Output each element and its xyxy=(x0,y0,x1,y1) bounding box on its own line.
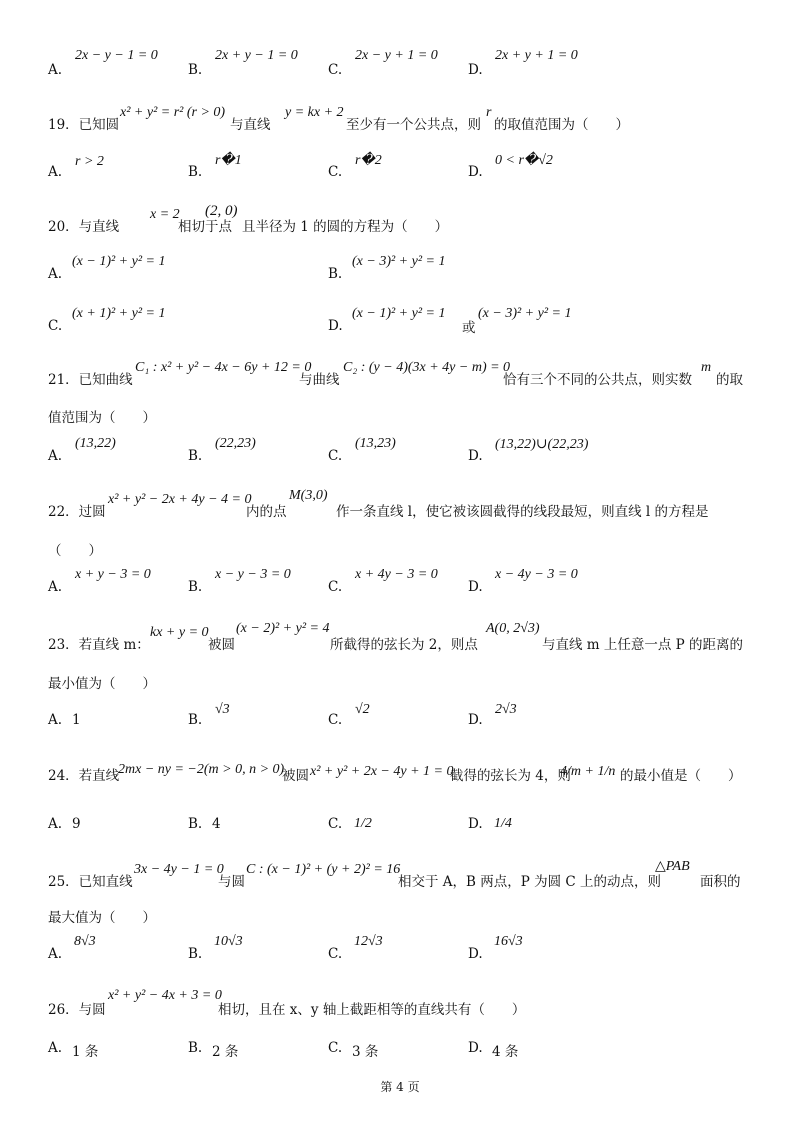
option-text: 2x + y − 1 = 0 xyxy=(215,48,298,63)
stem-text: 面积的 xyxy=(700,874,741,890)
option-label: A. xyxy=(48,1040,63,1056)
stem-text: 内的点 xyxy=(246,504,287,520)
stem-text: 与直线 xyxy=(230,117,271,133)
stem-text: 20．与直线 xyxy=(48,219,120,235)
option-text: (x − 1)² + y² = 1 xyxy=(72,254,166,269)
stem-text: 26．与圆 xyxy=(48,1002,106,1018)
q19-options xyxy=(0,152,800,182)
q26-options xyxy=(0,1036,800,1066)
stem-text: 截得的弦长为 4，则 xyxy=(450,768,571,784)
q22-stem-cont xyxy=(0,537,800,567)
q21-stem xyxy=(0,358,800,388)
option-text: x − 4y − 3 = 0 xyxy=(495,567,578,582)
q24-options xyxy=(0,808,800,838)
stem-text: 值范围为（ ） xyxy=(48,410,156,426)
option-text: 2√3 xyxy=(495,702,517,717)
option-label: A. xyxy=(48,946,63,962)
option-label: A. xyxy=(48,816,63,832)
q25-options xyxy=(0,934,800,964)
option-text: 1/4 xyxy=(494,816,512,831)
option-label: D. xyxy=(468,712,483,728)
option-text: 1/2 xyxy=(354,816,372,831)
option-text: 0 < r�√2 xyxy=(495,153,553,168)
option-label: B. xyxy=(188,164,203,180)
option-label: B. xyxy=(328,266,343,282)
option-text: 2x + y + 1 = 0 xyxy=(495,48,578,63)
option-text: 2x − y − 1 = 0 xyxy=(75,48,158,63)
option-label: C. xyxy=(328,946,343,962)
stem-math: 2mx − ny = −2(m > 0, n > 0) xyxy=(118,762,285,777)
option-text: 9 xyxy=(72,816,81,832)
option-label: C. xyxy=(328,579,343,595)
option-text: x + 4y − 3 = 0 xyxy=(355,567,438,582)
stem-text: 恰有三个不同的公共点，则实数 xyxy=(503,372,692,388)
stem-math: 4/m + 1/n xyxy=(560,764,616,779)
option-text: √3 xyxy=(215,702,230,717)
option-text: (13,22) xyxy=(75,436,116,451)
q23-stem-cont xyxy=(0,670,800,700)
option-text: r > 2 xyxy=(75,154,104,169)
option-text: 2x − y + 1 = 0 xyxy=(355,48,438,63)
option-text: 4 xyxy=(212,816,221,832)
stem-text: 19．已知圆 xyxy=(48,117,120,133)
option-label: C. xyxy=(328,164,343,180)
option-text: (x − 3)² + y² = 1 xyxy=(352,254,446,269)
stem-text: 24．若直线 xyxy=(48,768,120,784)
option-label: B. xyxy=(188,579,203,595)
stem-text: 25．已知直线 xyxy=(48,874,133,890)
stem-text: 相切，且在 x、y 轴上截距相等的直线共有（ ） xyxy=(218,1002,526,1018)
stem-math: m xyxy=(701,360,712,375)
stem-math: C : (x − 1)² + (y + 2)² = 16 xyxy=(246,862,401,877)
stem-text: 22．过圆 xyxy=(48,504,106,520)
q23-stem xyxy=(0,623,800,653)
stem-text: 所截得的弦长为 2，则点 xyxy=(330,637,478,653)
option-label: D. xyxy=(468,1040,483,1056)
stem-text: 与圆 xyxy=(218,874,245,890)
stem-math: (2, 0) xyxy=(205,203,238,219)
option-text: (13,22)∪(22,23) xyxy=(495,437,589,452)
option-label: C. xyxy=(328,1040,343,1056)
option-label: B. xyxy=(188,448,203,464)
option-label: D. xyxy=(328,318,343,334)
option-label: A. xyxy=(48,62,63,78)
option-label: C. xyxy=(328,816,343,832)
stem-text: 的最小值是（ ） xyxy=(620,768,742,784)
option-label: B. xyxy=(188,816,203,832)
option-text: 12√3 xyxy=(354,934,383,949)
option-text: r�2 xyxy=(355,153,382,168)
q21-options xyxy=(0,436,800,466)
q25-stem-cont xyxy=(0,904,800,934)
stem-text: 与曲线 xyxy=(299,372,340,388)
stem-math: y = kx + 2 xyxy=(285,105,344,120)
option-text: 10√3 xyxy=(214,934,243,949)
stem-math: x² + y² − 2x + 4y − 4 = 0 xyxy=(108,492,252,507)
stem-text: 且半径为 1 的圆的方程为（ ） xyxy=(242,219,449,235)
stem-math: x = 2 xyxy=(150,207,180,222)
option-label: A. xyxy=(48,448,63,464)
option-label: D. xyxy=(468,164,483,180)
option-text: (13,23) xyxy=(355,436,396,451)
q18-options xyxy=(0,48,800,78)
option-text: 4 条 xyxy=(492,1044,519,1060)
option-label: D. xyxy=(468,448,483,464)
stem-text: 最小值为（ ） xyxy=(48,676,156,692)
stem-text: 作一条直线 l，使它被该圆截得的线段最短，则直线 l 的方程是 xyxy=(336,504,709,520)
stem-math: kx + y = 0 xyxy=(150,625,209,640)
option-text: 3 条 xyxy=(352,1044,379,1060)
stem-math: x² + y² = r² (r > 0) xyxy=(120,105,226,120)
option-text: √2 xyxy=(355,702,370,717)
option-text: 1 条 xyxy=(72,1044,99,1060)
stem-math: △PAB xyxy=(655,859,690,874)
option-text: (x − 3)² + y² = 1 xyxy=(478,306,572,321)
page-footer: 第 4 页 xyxy=(380,1080,420,1094)
option-label: A. xyxy=(48,579,63,595)
stem-text: 相切于点 xyxy=(178,219,232,235)
option-text: (x − 1)² + y² = 1 xyxy=(352,306,446,321)
q20-options-row2 xyxy=(0,306,800,336)
stem-text: （ ） xyxy=(48,543,102,559)
stem-math: C₂ : (y − 4)(3x + 4y − m) = 0 xyxy=(343,360,511,375)
option-label: A. xyxy=(48,164,63,180)
stem-math: C₁ : x² + y² − 4x − 6y + 12 = 0 xyxy=(135,360,312,375)
stem-text: 相交于 A，B 两点，P 为圆 C 上的动点，则 xyxy=(398,874,662,890)
stem-math: x² + y² + 2x − 4y + 1 = 0 xyxy=(310,764,454,779)
stem-text: 最大值为（ ） xyxy=(48,910,156,926)
q26-stem xyxy=(0,988,800,1018)
option-text: (x + 1)² + y² = 1 xyxy=(72,306,166,321)
stem-text: 的取 xyxy=(716,372,743,388)
option-label: C. xyxy=(328,448,343,464)
option-label: C. xyxy=(328,712,343,728)
option-text: 2 条 xyxy=(212,1044,239,1060)
stem-math: r xyxy=(486,105,492,120)
q25-stem xyxy=(0,860,800,890)
stem-math: A(0, 2√3) xyxy=(486,621,540,636)
option-text: x − y − 3 = 0 xyxy=(215,567,291,582)
option-label: C. xyxy=(328,62,343,78)
stem-text: 23．若直线 m： xyxy=(48,637,150,653)
option-label: B. xyxy=(188,712,203,728)
option-label: D. xyxy=(468,62,483,78)
stem-text: 与直线 m 上任意一点 P 的距离的 xyxy=(542,637,744,653)
option-label: D. xyxy=(468,816,483,832)
q24-stem xyxy=(0,758,800,788)
option-label: D. xyxy=(468,946,483,962)
stem-text: 至少有一个公共点，则 xyxy=(346,117,481,133)
option-text: 1 xyxy=(72,712,81,728)
stem-math: (x − 2)² + y² = 4 xyxy=(236,621,330,636)
stem-text: 的取值范围为（ ） xyxy=(494,117,629,133)
stem-text: 被圆 xyxy=(282,768,309,784)
stem-text: 21．已知曲线 xyxy=(48,372,133,388)
q20-options-row1 xyxy=(0,254,800,284)
q23-options xyxy=(0,702,800,732)
option-label: C. xyxy=(48,318,63,334)
option-connector: 或 xyxy=(462,320,476,336)
q21-stem-cont xyxy=(0,404,800,434)
option-text: r�1 xyxy=(215,153,242,168)
option-label: B. xyxy=(188,946,203,962)
option-text: x + y − 3 = 0 xyxy=(75,567,151,582)
option-label: D. xyxy=(468,579,483,595)
option-label: B. xyxy=(188,1040,203,1056)
stem-text: 被圆 xyxy=(208,637,235,653)
option-text: 16√3 xyxy=(494,934,523,949)
q22-options xyxy=(0,567,800,597)
q20-stem xyxy=(0,205,800,235)
option-text: (22,23) xyxy=(215,436,256,451)
q19-stem xyxy=(0,103,800,133)
stem-math: x² + y² − 4x + 3 = 0 xyxy=(108,988,222,1003)
stem-math: M(3,0) xyxy=(289,488,328,503)
q22-stem xyxy=(0,490,800,520)
option-label: A. xyxy=(48,266,63,282)
option-label: A. xyxy=(48,712,63,728)
stem-math: 3x − 4y − 1 = 0 xyxy=(134,862,224,877)
option-text: 8√3 xyxy=(74,934,96,949)
option-label: B. xyxy=(188,62,203,78)
